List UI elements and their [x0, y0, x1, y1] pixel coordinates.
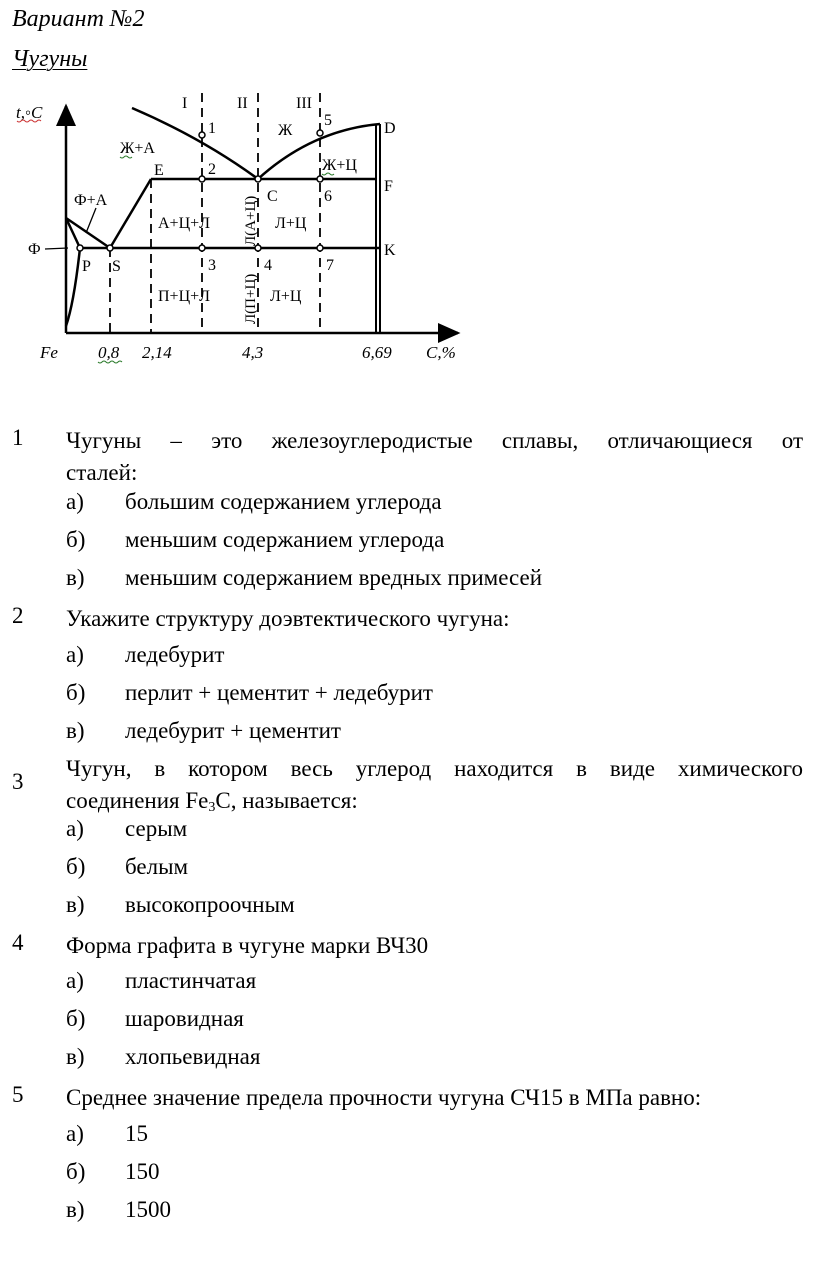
- question-text: Форма графита в чугуне марки ВЧ30: [66, 933, 429, 958]
- label-4: 4: [264, 257, 272, 274]
- option-letter: б): [66, 854, 86, 879]
- option-text: ледебурит + цементит: [125, 718, 341, 743]
- option-text: хлопьевидная: [125, 1044, 261, 1069]
- phase-l-c-lower: Л+Ц: [270, 288, 302, 305]
- option-letter: а): [66, 816, 84, 841]
- zone-II: II: [237, 95, 248, 112]
- leader-fa: [86, 208, 96, 233]
- x-tick-6-69: 6,69: [362, 343, 392, 362]
- point-p: [77, 245, 83, 251]
- iron-carbon-diagram: [12, 88, 472, 373]
- point-2: [199, 176, 205, 182]
- option-letter: в): [66, 565, 85, 590]
- option-letter: б): [66, 1006, 86, 1031]
- option-text: белым: [125, 854, 189, 879]
- point-s: [107, 245, 113, 251]
- phase-l-a-c: Л(А+Ц): [243, 195, 259, 246]
- variant-title: Вариант №2: [12, 6, 145, 32]
- option-text: ледебурит: [125, 642, 225, 667]
- x-tick-4-3: 4,3: [242, 343, 264, 362]
- leader-f: [45, 248, 68, 249]
- label-p: P: [82, 258, 91, 275]
- point-c: [255, 176, 261, 182]
- label-c: C: [267, 188, 278, 205]
- point-6: [317, 176, 323, 182]
- option-text: серым: [125, 816, 188, 841]
- option-text: перлит + цементит + ледебурит: [125, 680, 433, 705]
- option-letter: б): [66, 527, 86, 552]
- phase-ferrite: Ф: [28, 241, 41, 258]
- option-letter: в): [66, 1197, 85, 1222]
- text-part: C, называется:: [215, 788, 358, 813]
- option-text: высокопроочным: [125, 892, 295, 917]
- label-7: 7: [326, 257, 334, 274]
- option-letter: в): [66, 1044, 85, 1069]
- question-text: Среднее значение предела прочности чугуна СЧ15 в МПа равно:: [66, 1085, 702, 1110]
- option-letter: а): [66, 1121, 84, 1146]
- x-tick-2-14: 2,14: [142, 343, 172, 362]
- label-5: 5: [324, 112, 332, 129]
- option-letter: в): [66, 718, 85, 743]
- option-text: 150: [125, 1159, 160, 1184]
- option-text: меньшим содержанием вредных примесей: [125, 565, 543, 590]
- topic-title: Чугуны: [12, 46, 88, 72]
- option-text: пластинчатая: [125, 968, 257, 993]
- option-text: 15: [125, 1121, 148, 1146]
- option-letter: б): [66, 680, 86, 705]
- phase-l-c-upper: Л+Ц: [275, 215, 307, 232]
- question-text: Укажите структуру доэвтектического чугуна:: [66, 606, 510, 631]
- label-1: 1: [208, 120, 216, 137]
- question-number: 3: [12, 769, 24, 794]
- option-letter: в): [66, 892, 85, 917]
- subscript: 3: [208, 800, 216, 815]
- point-7: [317, 245, 323, 251]
- question-text: Чугун, в котором весь углерод находится в виде химического: [66, 756, 803, 781]
- line-ae: [110, 179, 151, 248]
- option-letter: а): [66, 489, 84, 514]
- question-number: 2: [12, 603, 24, 628]
- question-number: 5: [12, 1082, 24, 1107]
- label-f: F: [384, 178, 393, 195]
- option-text: меньшим содержанием углерода: [125, 527, 445, 552]
- label-2: 2: [208, 161, 216, 178]
- phase-liquid-austenite: Ж+А: [120, 140, 155, 157]
- option-letter: а): [66, 968, 84, 993]
- question-text-line2: сталей:: [66, 460, 138, 485]
- text-part: соединения Fe: [66, 788, 209, 813]
- label-3: 3: [208, 257, 216, 274]
- question-number: 4: [12, 930, 24, 955]
- y-axis-label: t,◦C: [16, 103, 43, 122]
- label-k: K: [384, 242, 396, 259]
- phase-liquid: Ж: [278, 122, 293, 139]
- phase-p-c-l: П+Ц+Л: [158, 288, 211, 305]
- option-text: большим содержанием углерода: [125, 489, 442, 514]
- point-1: [199, 132, 205, 138]
- x-tick-0-8: 0,8: [98, 343, 120, 362]
- phase-a-c-l: А+Ц+Л: [158, 215, 211, 232]
- phase-liquid-cementite: Ж+Ц: [322, 157, 357, 174]
- option-letter: б): [66, 1159, 86, 1184]
- option-letter: а): [66, 642, 84, 667]
- option-text: шаровидная: [125, 1006, 244, 1031]
- question-number: 1: [12, 425, 24, 450]
- label-6: 6: [324, 188, 332, 205]
- point-5: [317, 130, 323, 136]
- label-d: D: [384, 120, 396, 137]
- x-axis-label: C,%: [426, 343, 456, 362]
- zone-I: I: [182, 95, 188, 112]
- option-text: 1500: [125, 1197, 171, 1222]
- phase-l-p-c: Л(П+Ц): [243, 273, 259, 324]
- line-pq: [66, 248, 80, 326]
- zone-III: III: [296, 95, 312, 112]
- x-tick-fe: Fe: [40, 343, 58, 362]
- question-text: Чугуны – это железоуглеродистые сплавы, отличающиеся от: [66, 428, 803, 453]
- phase-ferrite-austenite: Ф+А: [74, 192, 108, 209]
- point-3: [199, 245, 205, 251]
- label-s: S: [112, 258, 121, 275]
- label-e: E: [154, 162, 164, 179]
